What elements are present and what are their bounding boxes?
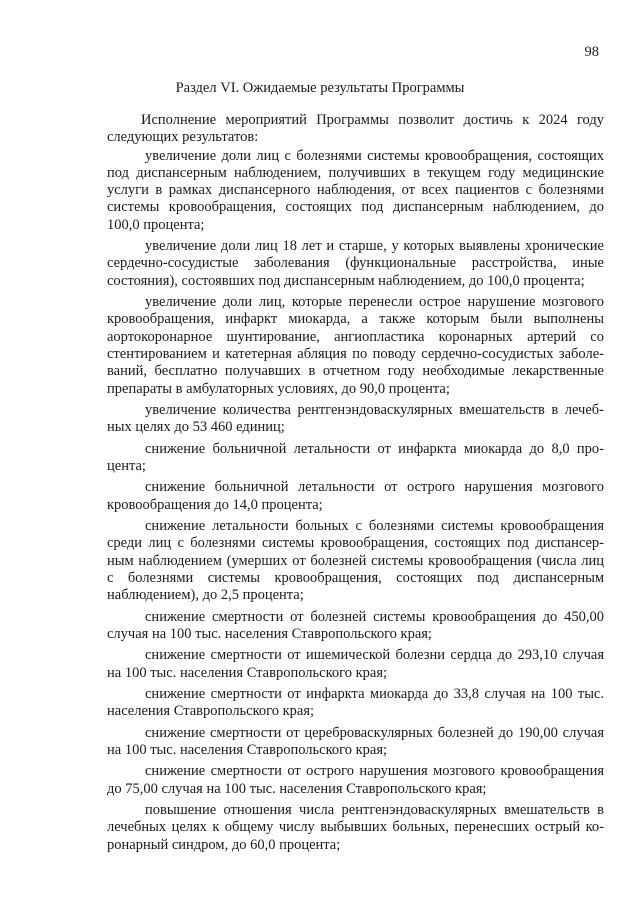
section-title: Раздел VI. Ожидаемые результаты Программы: [175, 80, 465, 96]
result-item-13: повышение отношения числа рентгенэндоваскулярных вмешательств в лечебных целях к общему числу выбывших больных, перенесших острый коронарный синдром, до 60,0 процента;: [107, 802, 604, 853]
result-item-4: увеличение количества рентгенэндоваскулярных вмешательств в лечебных целях до 53 460 единиц;: [107, 402, 604, 436]
body-text: [107, 112, 604, 858]
result-item-7: снижение летальности больных с болезнями системы кровообращения среди лиц с болезнями системы кровообращения, состоящих под диспансерным наблюдением (умерших от болезней системы кровообращения (числа лиц с болезнями системы кровообращения, состоящих под диспансерным наблюдением), до 2,5 процента;: [107, 518, 604, 604]
result-item-5: снижение больничной летальности от инфаркта миокарда до 8,0 процента;: [107, 440, 604, 475]
result-item-10: снижение смертности от инфаркта миокарда до 33,8 случая на 100 тыс. населения Ставропольского края;: [107, 686, 604, 720]
result-item-1: увеличение доли лиц с болезнями системы кровообращения, состоящих под диспансерным наблюдением, получивших в текущем году медицинские услуги в рамках диспансерного наблюдения, от всех пациентов с болезнями системы кровообращения, состоящих под диспансерным наблюдением, до 100,0 процента;: [107, 147, 604, 233]
result-item-8: снижение смертности от болезней системы кровообращения до 450,00 случая на 100 тыс. населения Ставропольского края;: [107, 608, 604, 642]
page-number: 98: [584, 44, 599, 60]
result-item-9: снижение смертности от ишемической болезни сердца до 293,10 случая на 100 тыс. населения Ставропольского края;: [107, 647, 604, 681]
result-item-3: увеличение доли лиц, которые перенесли острое нарушение мозгового кровообращения, инфаркт миокарда, а также которым были выполнены аортокоронарное шунтирование, ангиопластика коронарных артерий со стентированием и катетерная абляция по поводу сердечно-сосудистых заболеваний, бесплатно получавших в отчетном году необходимые лекарственные препараты в амбулаторных условиях, до 90,0 процента;: [107, 294, 604, 397]
result-item-11: снижение смертности от цереброваскулярных болезней до 190,00 случая на 100 тыс. населения Ставропольского края;: [107, 724, 604, 759]
result-item-6: снижение больничной летальности от острого нарушения мозгового кровообращения до 14,0 процента;: [107, 479, 604, 513]
intro-paragraph: Исполнение мероприятий Программы позволит достичь к 2024 году следующих результатов:: [107, 112, 604, 146]
result-item-2: увеличение доли лиц 18 лет и старше, у которых выявлены хронические сердечно-сосудистые заболевания (функциональные расстройства, иные состояния), состоявших под диспансерным наблюдением, до 100,0 процента;: [107, 238, 604, 289]
result-item-12: снижение смертности от острого нарушения мозгового кровообращения до 75,00 случая на 100 тыс. населения Ставропольского края;: [107, 763, 604, 797]
